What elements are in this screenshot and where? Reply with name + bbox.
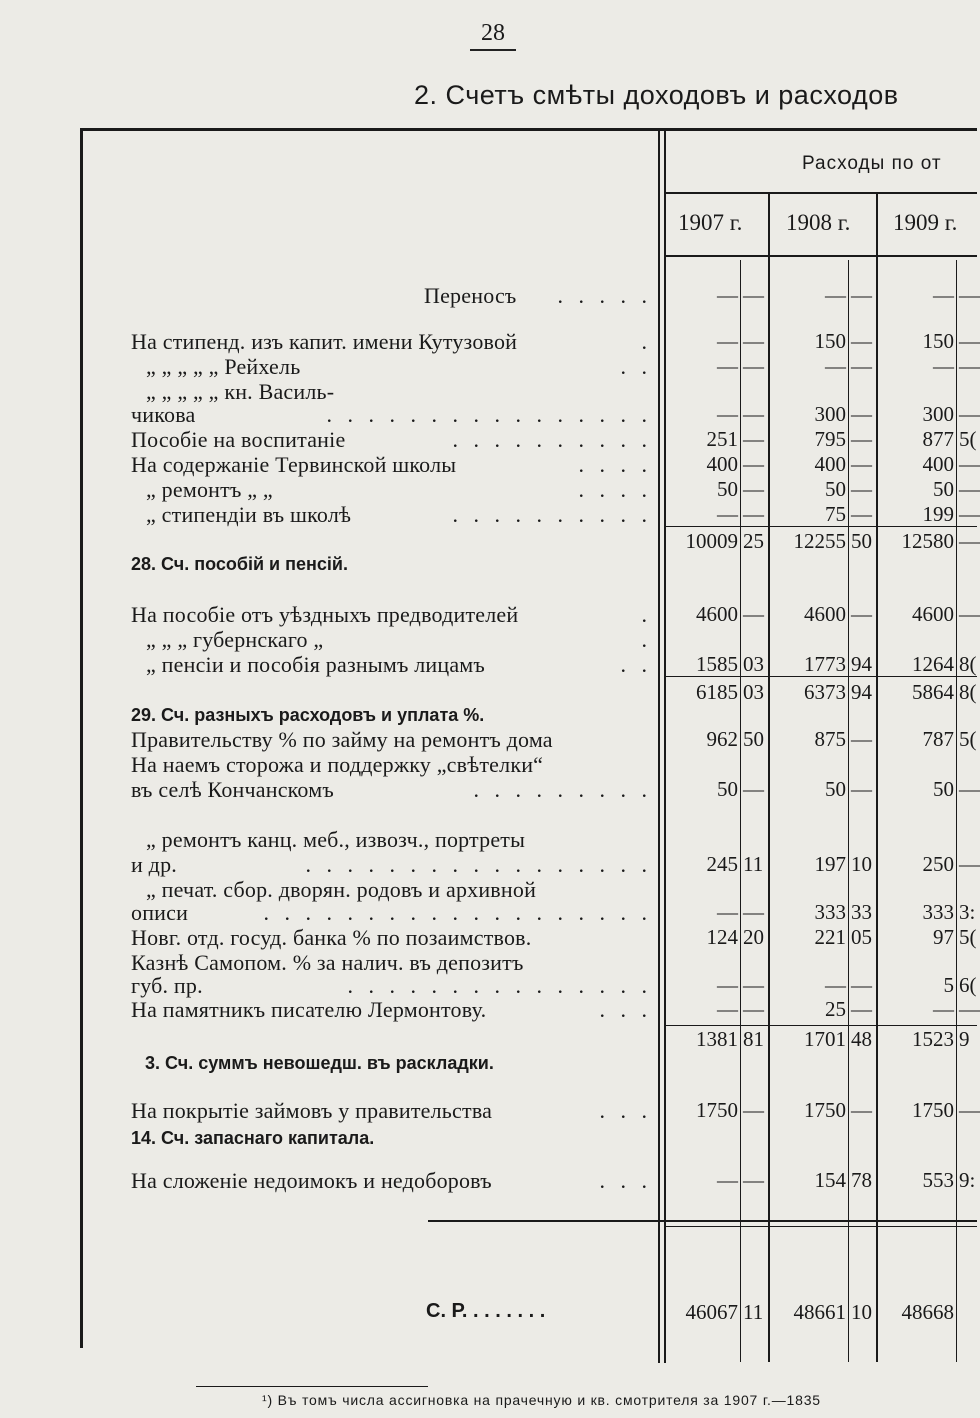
kopecks-value: — xyxy=(743,402,764,426)
rubles-value: 245 xyxy=(706,852,738,876)
kopecks-value: — xyxy=(743,1098,764,1122)
kopecks-value: — xyxy=(959,477,980,501)
kopeck-divider-1909 xyxy=(956,260,957,1362)
kopecks-value: 33 xyxy=(851,900,872,924)
kopecks-value: 48 xyxy=(851,1027,872,1051)
row-label: На наемъ сторожа и поддержку „свѣтелки“ xyxy=(131,752,544,777)
row-label: Переносъ xyxy=(424,283,517,308)
rubles-value: — xyxy=(825,973,846,997)
rubles-value: — xyxy=(717,973,738,997)
kopecks-value: — xyxy=(851,354,872,378)
column-divider-main xyxy=(658,131,660,1363)
total-rule xyxy=(428,1220,977,1222)
rubles-value: — xyxy=(933,354,954,378)
rubles-value: — xyxy=(717,329,738,353)
page-number: 28 xyxy=(481,20,505,46)
table-top-rule xyxy=(80,128,977,131)
kopecks-value: 25 xyxy=(743,529,764,553)
kopecks-value: 03 xyxy=(743,680,764,704)
kopecks-value: — xyxy=(743,477,764,501)
kopeck-divider-1908 xyxy=(848,260,849,1362)
leader-dots: . . . . xyxy=(578,452,652,477)
kopecks-value: — xyxy=(743,602,764,626)
rubles-value: 50 xyxy=(933,477,954,501)
kopecks-value: 81 xyxy=(743,1027,764,1051)
leader-dots: . . . . . . . . . . . . . . . . . xyxy=(305,852,652,877)
section-heading: 14. Сч. запаснаго капитала. xyxy=(131,1128,375,1148)
rubles-value: — xyxy=(717,997,738,1021)
section-heading: 28. Сч. пособій и пенсій. xyxy=(131,554,348,574)
rubles-value: 400 xyxy=(706,452,738,476)
rubles-value: — xyxy=(717,502,738,526)
rubles-value: 10009 xyxy=(685,529,738,553)
leader-dots: . . . . . . . . . . . . . . . xyxy=(347,973,652,998)
kopecks-value: 3: xyxy=(959,900,976,924)
rubles-value: 1773 xyxy=(804,652,846,676)
rubles-value: — xyxy=(717,283,738,307)
total-rule-2 xyxy=(666,1226,977,1227)
rubles-value: 877 xyxy=(922,427,954,451)
kopecks-value: — xyxy=(743,329,764,353)
rubles-value: 75 xyxy=(825,502,846,526)
header-rule-1 xyxy=(666,192,977,194)
year-1908: 1908 г. xyxy=(786,210,851,235)
rubles-value: 300 xyxy=(922,402,954,426)
kopecks-value: — xyxy=(851,602,872,626)
year-1909: 1909 г. xyxy=(893,210,958,235)
row-label: „ ремонтъ канц. меб., извозч., портреты xyxy=(146,827,526,852)
kopecks-value: — xyxy=(851,1098,872,1122)
rubles-value: 400 xyxy=(814,452,846,476)
rubles-value: 250 xyxy=(922,852,954,876)
kopecks-value: — xyxy=(851,477,872,501)
rubles-value: — xyxy=(717,900,738,924)
kopecks-value: — xyxy=(851,973,872,997)
row-label: Правительству % по займу на ремонтъ дома xyxy=(131,727,553,752)
row-label: „ „ „ „ „ Рейхель xyxy=(146,354,301,379)
column-divider-1908 xyxy=(768,194,770,1362)
kopecks-value: 9 xyxy=(959,1027,970,1051)
rubles-value: 333 xyxy=(814,900,846,924)
rubles-value: 1381 xyxy=(696,1027,738,1051)
kopecks-value: — xyxy=(851,727,872,751)
rubles-value: 251 xyxy=(706,427,738,451)
kopecks-value: 5( xyxy=(959,727,977,751)
rubles-value: 50 xyxy=(825,777,846,801)
rubles-value: 50 xyxy=(933,777,954,801)
kopecks-value: 05 xyxy=(851,925,872,949)
rubles-value: 6373 xyxy=(804,680,846,704)
kopecks-value: — xyxy=(959,777,980,801)
row-label: въ селѣ Кончанскомъ xyxy=(131,777,334,802)
leader-dots: . . . xyxy=(599,1098,652,1123)
rubles-value: 795 xyxy=(814,427,846,451)
rubles-value: 400 xyxy=(922,452,954,476)
kopecks-value: 50 xyxy=(743,727,764,751)
kopecks-value: — xyxy=(743,1168,764,1192)
rubles-value: 5864 xyxy=(912,680,954,704)
rubles-value: 1264 xyxy=(912,652,954,676)
kopecks-value: 5( xyxy=(959,925,977,949)
rubles-value: 1585 xyxy=(696,652,738,676)
row-label: „ стипендіи въ школѣ xyxy=(146,502,352,527)
kopeck-divider-1907 xyxy=(740,260,741,1362)
rubles-value: 46067 xyxy=(685,1300,738,1324)
leader-dots: . xyxy=(641,602,652,627)
leader-dots: . . . . . . . . . xyxy=(473,777,652,802)
rubles-value: 199 xyxy=(922,502,954,526)
kopecks-value: 9: xyxy=(959,1168,976,1192)
rubles-value: 50 xyxy=(825,477,846,501)
kopecks-value: — xyxy=(851,452,872,476)
row-label: губ. пр. xyxy=(131,973,203,998)
kopecks-value: — xyxy=(743,777,764,801)
rubles-value: 4600 xyxy=(804,602,846,626)
row-label: Казнѣ Самопом. % за налич. въ депозитъ xyxy=(131,950,524,975)
rubles-value: 1750 xyxy=(912,1098,954,1122)
rubles-value: 48661 xyxy=(793,1300,846,1324)
kopecks-value: 10 xyxy=(851,1300,872,1324)
kopecks-value: 94 xyxy=(851,652,872,676)
rubles-value: 1701 xyxy=(804,1027,846,1051)
kopecks-value: — xyxy=(743,452,764,476)
footnote: ¹) Въ томъ числа ассигновка на прачечную и кв. смотрителя за 1907 г.—1835 xyxy=(262,1392,821,1408)
leader-dots: . . . xyxy=(599,1168,652,1193)
kopecks-value: 94 xyxy=(851,680,872,704)
kopecks-value: — xyxy=(851,402,872,426)
rubles-value: 48668 xyxy=(901,1300,954,1324)
rubles-value: 154 xyxy=(814,1168,846,1192)
rubles-value: 50 xyxy=(717,777,738,801)
rubles-value: 25 xyxy=(825,997,846,1021)
rubles-value: 962 xyxy=(706,727,738,751)
rubles-value: — xyxy=(717,1168,738,1192)
rubles-value: 150 xyxy=(814,329,846,353)
row-label: На сложеніе недоимокъ и недоборовъ xyxy=(131,1168,492,1193)
leader-dots: . . . . . . . . . . . . . . . . xyxy=(326,402,652,427)
kopecks-value: 78 xyxy=(851,1168,872,1192)
section-heading: 3. Сч. суммъ невошедш. въ раскладки. xyxy=(145,1053,494,1073)
rubles-value: 1523 xyxy=(912,1027,954,1051)
row-label: „ ремонтъ „ „ xyxy=(146,477,273,502)
kopecks-value: — xyxy=(959,283,980,307)
rubles-value: — xyxy=(933,997,954,1021)
rubles-value: 150 xyxy=(922,329,954,353)
kopecks-value: 20 xyxy=(743,925,764,949)
leader-dots: . . . . . xyxy=(557,283,652,308)
rubles-value: 97 xyxy=(933,925,954,949)
kopecks-value: — xyxy=(959,997,980,1021)
rubles-value: 553 xyxy=(922,1168,954,1192)
kopecks-value: 5( xyxy=(959,427,977,451)
leader-dots: . xyxy=(641,627,652,652)
leader-dots: . . . . . . . . . . xyxy=(452,427,652,452)
kopecks-value: — xyxy=(743,973,764,997)
subtotal-rule-3 xyxy=(666,1025,977,1026)
rubles-value: — xyxy=(825,283,846,307)
kopecks-value: — xyxy=(743,997,764,1021)
kopecks-value: 50 xyxy=(851,529,872,553)
row-label: „ пенсіи и пособія разнымъ лицамъ xyxy=(146,652,486,677)
row-label: и др. xyxy=(131,852,177,877)
row-label: описи xyxy=(131,900,189,925)
rubles-value: 333 xyxy=(922,900,954,924)
kopecks-value: 03 xyxy=(743,652,764,676)
leader-dots: . . xyxy=(620,652,652,677)
leader-dots: . . . . . . . . . . . . . . . . . . . xyxy=(263,900,652,925)
kopecks-value: — xyxy=(959,602,980,626)
leader-dots: . xyxy=(641,329,652,354)
rubles-value: 1750 xyxy=(696,1098,738,1122)
header-rule-2 xyxy=(666,255,977,257)
kopecks-value: — xyxy=(851,427,872,451)
leader-dots: . . xyxy=(620,354,652,379)
row-label: На стипенд. изъ капит. имени Кутузовой xyxy=(131,329,518,354)
rubles-value: 197 xyxy=(814,852,846,876)
total-label: С. Р. . . . . . . . xyxy=(426,1300,546,1322)
page-title: 2. Счетъ смѣты доходовъ и расходов xyxy=(414,80,899,110)
rubles-value: — xyxy=(717,402,738,426)
section-heading: 29. Сч. разныхъ расходовъ и уплата %. xyxy=(131,705,485,725)
rubles-value: 787 xyxy=(922,727,954,751)
kopecks-value: — xyxy=(743,900,764,924)
rubles-value: 6185 xyxy=(696,680,738,704)
rubles-value: 300 xyxy=(814,402,846,426)
rubles-value: — xyxy=(825,354,846,378)
rubles-value: 875 xyxy=(814,727,846,751)
row-label: На покрытіе займовъ у правительства xyxy=(131,1098,493,1123)
kopecks-value: — xyxy=(743,427,764,451)
rubles-value: 12580 xyxy=(901,529,954,553)
rubles-value: 5 xyxy=(943,973,954,997)
kopecks-value: — xyxy=(959,502,980,526)
kopecks-value: — xyxy=(851,329,872,353)
kopecks-value: — xyxy=(959,354,980,378)
rubles-value: — xyxy=(717,354,738,378)
row-label: „ „ „ „ „ кн. Василь- xyxy=(146,379,335,404)
rubles-value: 124 xyxy=(706,925,738,949)
row-label: На пособіе отъ уѣздныхъ предводителей xyxy=(131,602,519,627)
kopecks-value: — xyxy=(851,283,872,307)
row-label: Новг. отд. госуд. банка % по позаимствов. xyxy=(131,925,532,950)
column-divider-1909 xyxy=(876,194,878,1362)
rubles-value: 50 xyxy=(717,477,738,501)
row-label: На памятникъ писателю Лермонтову. xyxy=(131,997,487,1022)
rubles-value: 221 xyxy=(814,925,846,949)
row-label: „ „ „ губернскаго „ xyxy=(146,627,324,652)
kopecks-value: — xyxy=(851,997,872,1021)
kopecks-value: — xyxy=(959,329,980,353)
kopecks-value: 10 xyxy=(851,852,872,876)
kopecks-value: — xyxy=(959,852,980,876)
column-divider-main-2 xyxy=(664,131,666,1363)
leader-dots: . . . . . . . . . . xyxy=(452,502,652,527)
kopecks-value: — xyxy=(743,502,764,526)
kopecks-value: — xyxy=(959,1098,980,1122)
kopecks-value: 11 xyxy=(743,1300,764,1324)
rubles-value: 4600 xyxy=(696,602,738,626)
rubles-value: 4600 xyxy=(912,602,954,626)
kopecks-value: — xyxy=(743,283,764,307)
kopecks-value: — xyxy=(851,502,872,526)
kopecks-value: — xyxy=(959,529,980,553)
leader-dots: . . . xyxy=(599,997,652,1022)
kopecks-value: 11 xyxy=(743,852,764,876)
row-label: „ печат. сбор. дворян. родовъ и архивной xyxy=(146,877,537,902)
rubles-value: 12255 xyxy=(793,529,846,553)
kopecks-value: — xyxy=(959,402,980,426)
rubles-value: 1750 xyxy=(804,1098,846,1122)
row-label: Пособіе на воспитаніе xyxy=(131,427,346,452)
expenses-header: Расходы по от xyxy=(802,153,942,174)
table-left-rule xyxy=(80,128,83,1348)
kopecks-value: — xyxy=(959,452,980,476)
kopecks-value: 8( xyxy=(959,652,977,676)
year-1907: 1907 г. xyxy=(678,210,743,235)
rubles-value: — xyxy=(933,283,954,307)
kopecks-value: — xyxy=(743,354,764,378)
footnote-rule xyxy=(196,1386,428,1387)
kopecks-value: — xyxy=(851,777,872,801)
kopecks-value: 8( xyxy=(959,680,977,704)
page-number-underline xyxy=(470,49,516,51)
leader-dots: . . . . xyxy=(578,477,652,502)
row-label: На содержаніе Тервинской школы xyxy=(131,452,457,477)
row-label: чикова xyxy=(131,402,196,427)
kopecks-value: 6( xyxy=(959,973,977,997)
